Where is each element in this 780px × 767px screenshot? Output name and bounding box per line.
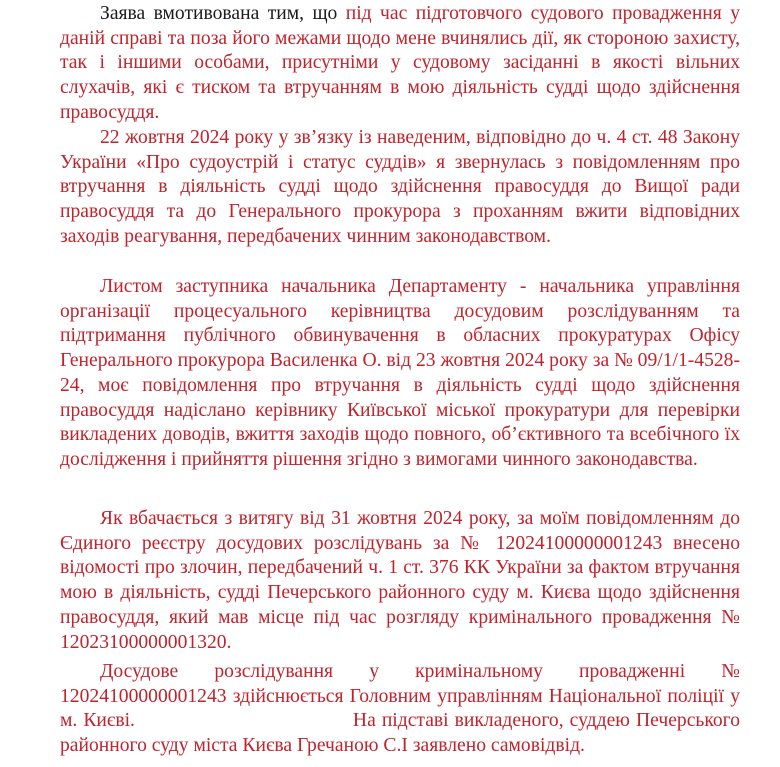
paragraph-5 [60,660,740,759]
paragraph-2: 22 жовтня 2024 року у зв’язку із наведеним, відповідно до ч. 4 ст. 48 Закону України «Про судоустрій і статус суддів» я звернулась з повідомленням про втручання в діяльність судді щодо здійснення правосуддя до Вищої ради правосуддя та до Генерального прокурора з проханням вжити відповідних заходів реагування, передбачених чинним законодавством. [60,127,740,247]
paragraph-3: Листом заступника начальника Департаменту - начальника управління організації процесуального керівництва досудовим розслідуванням та підтримання публічного обвинувачення в обласних прокуратурах Офісу Генерального прокурора Василенка О. від 23 жовтня 2024 року за № 09/1/1-4528-24, моє повідомлення про втручання в діяльність судді щодо здійснення правосуддя надіслано керівнику Київської міської прокуратури для перевірки викладених доводів, вжиття заходів щодо повного, об’єктивного та всебічного їх дослідження і прийняття рішення згідно з вимогами чинного законодавства. [60,276,740,470]
paragraph-4: Як вбачається з витягу від 31 жовтня 2024 року, за моїм повідомленням до Єдиного реєстру досудових розслідувань за № 12024100000001243 внесено відомості про злочин, передбачений ч. 1 ст. 376 КК України за фактом втручання мою в діяльність, судді Печерського районного суду м. Києва щодо здійснення правосуддя, який мав місце під час розгляду кримінального провадження № 12023100000001320. [60,508,740,653]
paragraph-5-part-1: Досудове розслідування у кримінальному провадженні № 12024100000001243 здійснюється Головним управлінням Національної поліції у м. Києві. [60,661,740,732]
paragraph-1-text: під час підготовчого судового провадження у даній справі та поза його межами щодо мене вчинялись дії, як стороною захисту, так і іншими особами, присутніми у судовому засіданні в якості вільних слухачів, які є тиском та втручанням в мою діяльність судді щодо здійснення правосуддя. [60,3,741,123]
paragraph-1 [60,2,740,126]
paragraph-5-part-2: На підставі викладеного, суддею Печерського районного суду міста Києва Гречаною С.І заявлено самовідвід. [60,710,740,757]
paragraph-1-lead: Заява вмотивована тим, що [100,3,346,24]
